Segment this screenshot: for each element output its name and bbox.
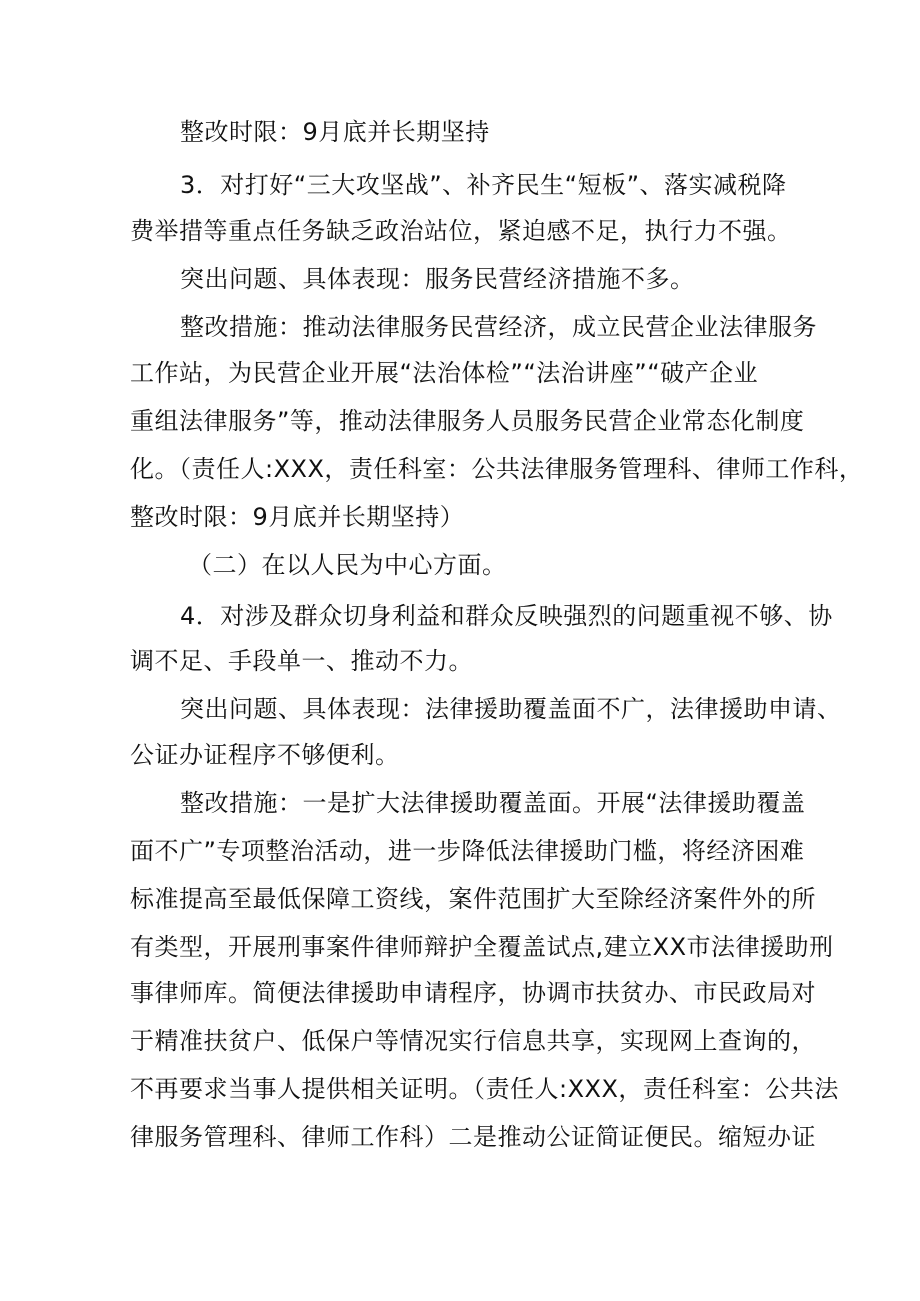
text-line: 整改措施：推动法律服务民营经济，成立民营企业法律服务 <box>180 313 817 341</box>
text-line: 于精准扶贫户、低保户等情况实行信息共享，实现网上查询的， <box>130 1027 816 1055</box>
section-heading: （二）在以人民为中心方面。 <box>188 551 507 579</box>
text-line: 4．对涉及群众切身利益和群众反映强烈的问题重视不够、协 <box>180 602 833 630</box>
text-line: 费举措等重点任务缺乏政治站位，紧迫感不足，执行力不强。 <box>130 217 792 245</box>
text-line: 化。（责任人:XXX，责任科室：公共法律服务管理科、律师工作科， <box>130 455 864 483</box>
text-line: 律服务管理科、律师工作科）二是推动公证简证便民。缩短办证 <box>130 1123 816 1151</box>
text-line: 不再要求当事人提供相关证明。（责任人:XXX，责任科室：公共法 <box>130 1075 839 1103</box>
text-line: 面不广”专项整治活动，进一步降低法律援助门槛，将经济困难 <box>130 837 805 865</box>
text-line: 有类型，开展刑事案件律师辩护全覆盖试点,建立XX市法律援助刑 <box>130 933 834 961</box>
text-line: 整改时限：9月底并长期坚持 <box>180 118 490 146</box>
text-line: 工作站，为民营企业开展“法治体检”“法治讲座”“破产企业 <box>130 359 759 387</box>
text-line: 3．对打好“三大攻坚战”、补齐民生“短板”、落实减税降 <box>180 171 787 199</box>
text-line: 公证办证程序不够便利。 <box>130 741 400 769</box>
text-line: 整改时限：9月底并长期坚持） <box>130 503 465 531</box>
text-line: 事律师库。简便法律援助申请程序，协调市扶贫办、市民政局对 <box>130 979 816 1007</box>
text-line: 突出问题、具体表现：服务民营经济措施不多。 <box>180 265 695 293</box>
text-line: 突出问题、具体表现：法律援助覆盖面不广，法律援助申请、 <box>180 695 842 723</box>
text-line: 重组法律服务”等，推动法律服务人员服务民营企业常态化制度 <box>130 407 805 435</box>
text-line: 调不足、手段单一、推动不力。 <box>130 647 473 675</box>
text-line: 整改措施：一是扩大法律援助覆盖面。开展“法律援助覆盖 <box>180 789 806 817</box>
text-line: 标准提高至最低保障工资线，案件范围扩大至除经济案件外的所 <box>130 885 816 913</box>
